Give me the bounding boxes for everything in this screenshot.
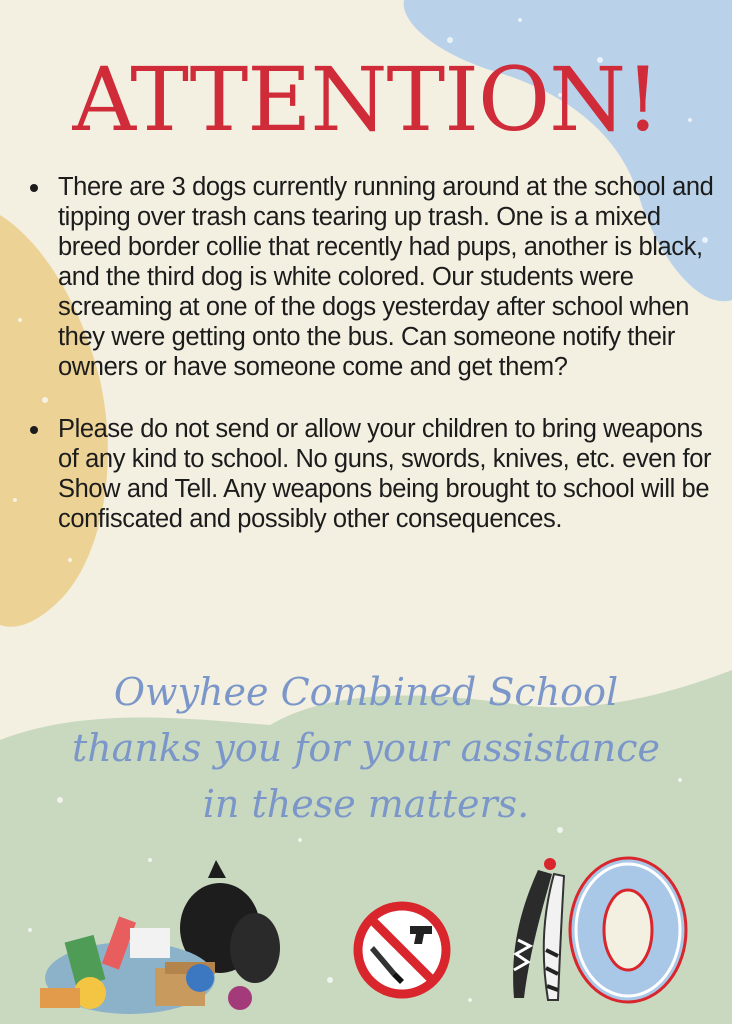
list-item [28, 172, 718, 382]
no-weapons-icon [352, 900, 452, 1000]
thank-you-message [0, 664, 732, 832]
page-title: ATTENTION! [72, 48, 660, 151]
thanks-line-2: thanks you for your assistance [71, 726, 661, 770]
school-logo [500, 850, 700, 1010]
thanks-line-3: in these matters. [202, 782, 530, 826]
notice-dogs: There are 3 dogs currently running around at the school and tipping over trash cans tearing up trash. One is a mixed breed border collie that recently had pups, another is black, and the third dog is white colored. Our students were screaming at one of the dogs yesterday after school when they were getting onto the bus. Can someone notify their owners or have someone come and get them? [58, 173, 714, 381]
bullet-icon [30, 184, 38, 192]
list-item [28, 414, 718, 534]
notice-weapons: Please do not send or allow your children to bring weapons of any kind to school. No guns, swords, knives, etc. even for Show and Tell. Any weapons being brought to school will be confiscated and possibly other consequences. [58, 415, 712, 533]
thanks-line-1: Owyhee Combined School [113, 670, 619, 714]
notice-list [28, 172, 718, 534]
bullet-icon [30, 426, 38, 434]
trash-pile-icon [30, 858, 282, 1020]
logo-letter: O [627, 938, 629, 939]
feather-icon [513, 858, 564, 1000]
